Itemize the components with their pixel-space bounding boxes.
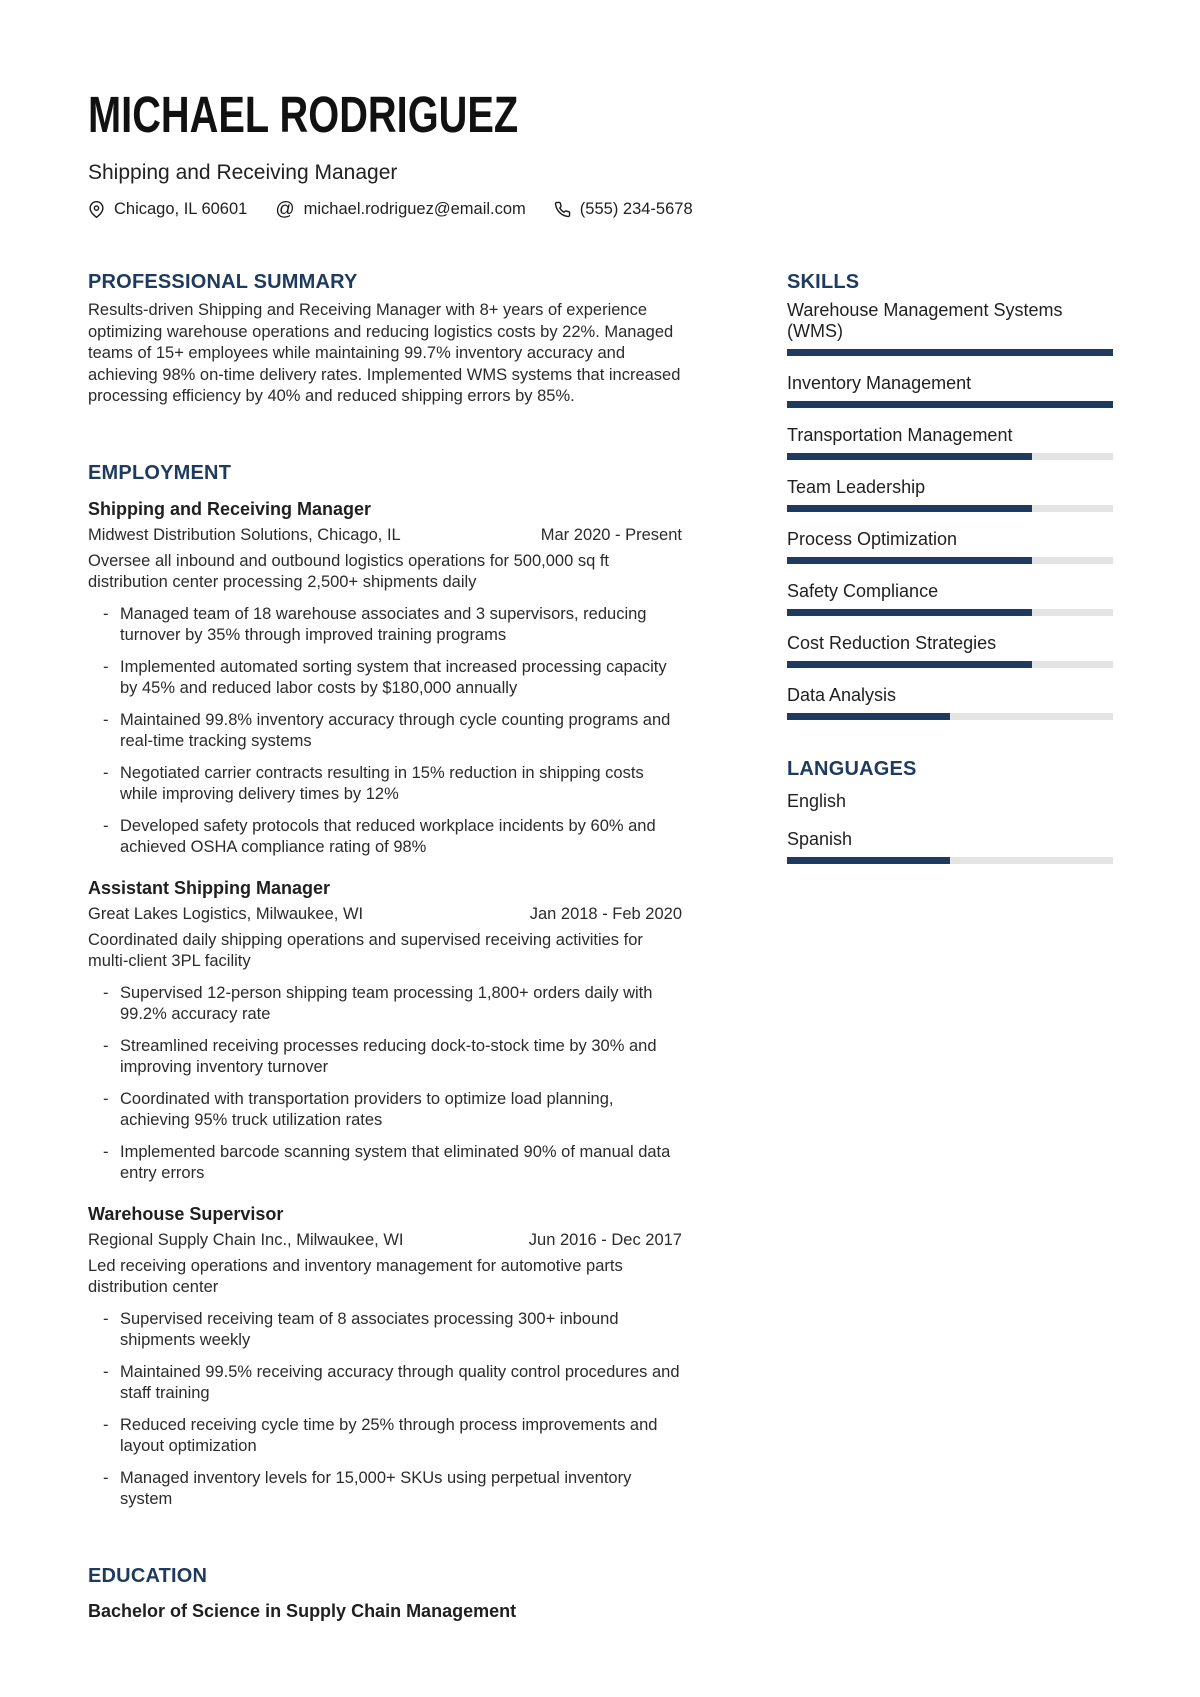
location-pin-icon (88, 201, 105, 218)
bullet-text: Maintained 99.8% inventory accuracy through cycle counting programs and real-time tracking systems (120, 710, 671, 750)
skill-label: Warehouse Management Systems (WMS) (787, 300, 1063, 341)
bullet-item (88, 1142, 682, 1185)
bullet-text: Coordinated with transportation providers to optimize load planning, achieving 95% truck utilization rates (120, 1089, 614, 1129)
bullet-item (88, 710, 682, 753)
education-heading: EDUCATION (88, 1564, 208, 1587)
bullet-text: Developed safety protocols that reduced workplace incidents by 60% and achieved OSHA compliance rating of 98% (120, 816, 656, 856)
employment-heading: EMPLOYMENT (88, 461, 232, 484)
skill-bar-fill (787, 713, 950, 720)
job-company: Midwest Distribution Solutions, Chicago, IL (88, 525, 401, 544)
bullet-dash: - (103, 1309, 109, 1328)
language-item (787, 829, 1113, 864)
contact-email (275, 200, 525, 219)
skill-bar-fill (787, 661, 1032, 668)
skill-item (787, 477, 1113, 512)
section-employment (88, 461, 682, 1511)
bullet-text: Reduced receiving cycle time by 25% through process improvements and layout optimization (120, 1415, 658, 1455)
bullet-text: Streamlined receiving processes reducing dock-to-stock time by 30% and improving inventory turnover (120, 1036, 657, 1076)
bullet-dash: - (103, 710, 109, 729)
bullet-dash: - (103, 1468, 109, 1487)
language-label: Spanish (787, 829, 853, 849)
job-title: Assistant Shipping Manager (88, 877, 331, 898)
at-icon: @ (275, 199, 295, 220)
skill-item (787, 685, 1113, 720)
main-column (88, 270, 682, 1622)
bullet-dash: - (103, 1415, 109, 1434)
skill-label: Process Optimization (787, 529, 958, 549)
bullet-item (88, 816, 682, 859)
bullet-text: Supervised receiving team of 8 associates processing 300+ inbound shipments weekly (120, 1309, 619, 1349)
job-description: Oversee all inbound and outbound logistics operations for 500,000 sq ft distribution center processing 2,500+ shipments daily (88, 551, 610, 591)
summary-text: Results-driven Shipping and Receiving Manager with 8+ years of experience optimizing warehouse operations and reducing logistics costs by 22%. Managed teams of 15+ employees while maintaining 99.7% inventory accuracy and achieving 98% on-time delivery rates. Implemented WMS systems that increased processing efficiency by 40% and reduced shipping errors by 85%. (88, 301, 681, 405)
bullet-list (88, 983, 682, 1185)
candidate-title: Shipping and Receiving Manager (88, 161, 398, 184)
bullet-item (88, 1468, 682, 1511)
contact-phone (554, 200, 693, 219)
skill-label: Data Analysis (787, 685, 897, 705)
job-entry (88, 498, 682, 859)
job-title: Warehouse Supervisor (88, 1203, 284, 1224)
bullet-text: Negotiated carrier contracts resulting in 15% reduction in shipping costs while improving delivery times by 12% (120, 763, 644, 803)
job-company: Regional Supply Chain Inc., Milwaukee, WI (88, 1230, 404, 1249)
bullet-dash: - (103, 983, 109, 1002)
bullet-text: Implemented automated sorting system that increased processing capacity by 45% and reduced labor costs by $180,000 annually (120, 657, 667, 697)
summary-heading: PROFESSIONAL SUMMARY (88, 271, 358, 293)
bullet-dash: - (103, 657, 109, 676)
skill-item (787, 529, 1113, 564)
section-professional-summary (88, 270, 682, 408)
language-label: English (787, 791, 847, 811)
skill-bar-fill (787, 453, 1032, 460)
bullet-item (88, 604, 682, 647)
skills-heading: SKILLS (787, 271, 860, 293)
job-meta (88, 904, 682, 925)
skill-item (787, 581, 1113, 616)
bullet-dash: - (103, 1142, 109, 1161)
language-bar-track (787, 857, 1113, 864)
bullet-list (88, 604, 682, 859)
skill-label: Team Leadership (787, 477, 926, 497)
content-columns (88, 270, 1113, 1622)
skill-bar-track (787, 349, 1113, 356)
skill-bar-fill (787, 401, 1113, 408)
job-description: Coordinated daily shipping operations and supervised receiving activities for multi-client 3PL facility (88, 930, 643, 970)
phone-icon (554, 201, 571, 218)
skill-label: Transportation Management (787, 425, 1013, 445)
job-title: Shipping and Receiving Manager (88, 498, 372, 519)
job-dates: Jun 2016 - Dec 2017 (528, 1230, 682, 1249)
skill-bar-track (787, 557, 1113, 564)
bullet-list (88, 1309, 682, 1511)
skill-bar-track (787, 401, 1113, 408)
sidebar-column (787, 270, 1113, 1622)
bullet-text: Supervised 12-person shipping team processing 1,800+ orders daily with 99.2% accuracy rate (120, 983, 653, 1023)
skill-bar-track (787, 661, 1113, 668)
job-description: Led receiving operations and inventory management for automotive parts distribution center (88, 1256, 623, 1296)
bullet-item (88, 983, 682, 1026)
bullet-text: Managed team of 18 warehouse associates and 3 supervisors, reducing turnover by 35% through improved training programs (120, 604, 647, 644)
bullet-dash: - (103, 1089, 109, 1108)
bullet-item (88, 1036, 682, 1079)
skill-label: Cost Reduction Strategies (787, 633, 997, 653)
language-item (787, 791, 1113, 812)
bullet-item (88, 1415, 682, 1458)
bullet-item (88, 1362, 682, 1405)
bullet-text: Implemented barcode scanning system that eliminated 90% of manual data entry errors (120, 1142, 671, 1182)
job-company: Great Lakes Logistics, Milwaukee, WI (88, 904, 364, 923)
skill-bar-fill (787, 609, 1032, 616)
skill-bar-track (787, 713, 1113, 720)
bullet-item (88, 1089, 682, 1132)
bullet-item (88, 763, 682, 806)
contact-location (88, 200, 247, 219)
contact-row (88, 200, 1113, 219)
skill-item (787, 373, 1113, 408)
job-entry (88, 1203, 682, 1511)
job-entry (88, 877, 682, 1185)
languages-heading: LANGUAGES (787, 758, 917, 780)
skill-label: Safety Compliance (787, 581, 939, 601)
job-dates: Mar 2020 - Present (540, 525, 682, 544)
bullet-text: Maintained 99.5% receiving accuracy through quality control procedures and staff training (120, 1362, 680, 1402)
bullet-text: Managed inventory levels for 15,000+ SKUs using perpetual inventory system (120, 1468, 632, 1508)
bullet-dash: - (103, 816, 109, 835)
skill-bar-fill (787, 505, 1032, 512)
section-languages (787, 757, 1113, 864)
skill-bar-track (787, 505, 1113, 512)
skill-bar-fill (787, 349, 1113, 356)
skill-item (787, 300, 1113, 356)
job-meta (88, 1230, 682, 1251)
bullet-dash: - (103, 1362, 109, 1381)
skill-label: Inventory Management (787, 373, 972, 393)
candidate-name: MICHAEL RODRIGUEZ (88, 86, 519, 143)
skill-item (787, 425, 1113, 460)
section-education (88, 1564, 682, 1622)
section-skills (787, 270, 1113, 720)
bullet-dash: - (103, 763, 109, 782)
skill-item (787, 633, 1113, 668)
skill-bar-fill (787, 557, 1032, 564)
resume-header (88, 86, 1113, 220)
skills-list (787, 300, 1113, 720)
job-meta (88, 525, 682, 546)
degree: Bachelor of Science in Supply Chain Management (88, 1600, 517, 1621)
bullet-dash: - (103, 604, 109, 623)
bullet-item (88, 1309, 682, 1352)
bullet-item (88, 657, 682, 700)
contact-location-text: Chicago, IL 60601 (114, 200, 248, 218)
language-bar-fill (787, 857, 950, 864)
skill-bar-track (787, 609, 1113, 616)
contact-email-text: michael.rodriguez@email.com (303, 200, 526, 218)
contact-phone-text: (555) 234-5678 (579, 200, 693, 218)
bullet-dash: - (103, 1036, 109, 1055)
job-dates: Jan 2018 - Feb 2020 (529, 904, 682, 923)
skill-bar-track (787, 453, 1113, 460)
